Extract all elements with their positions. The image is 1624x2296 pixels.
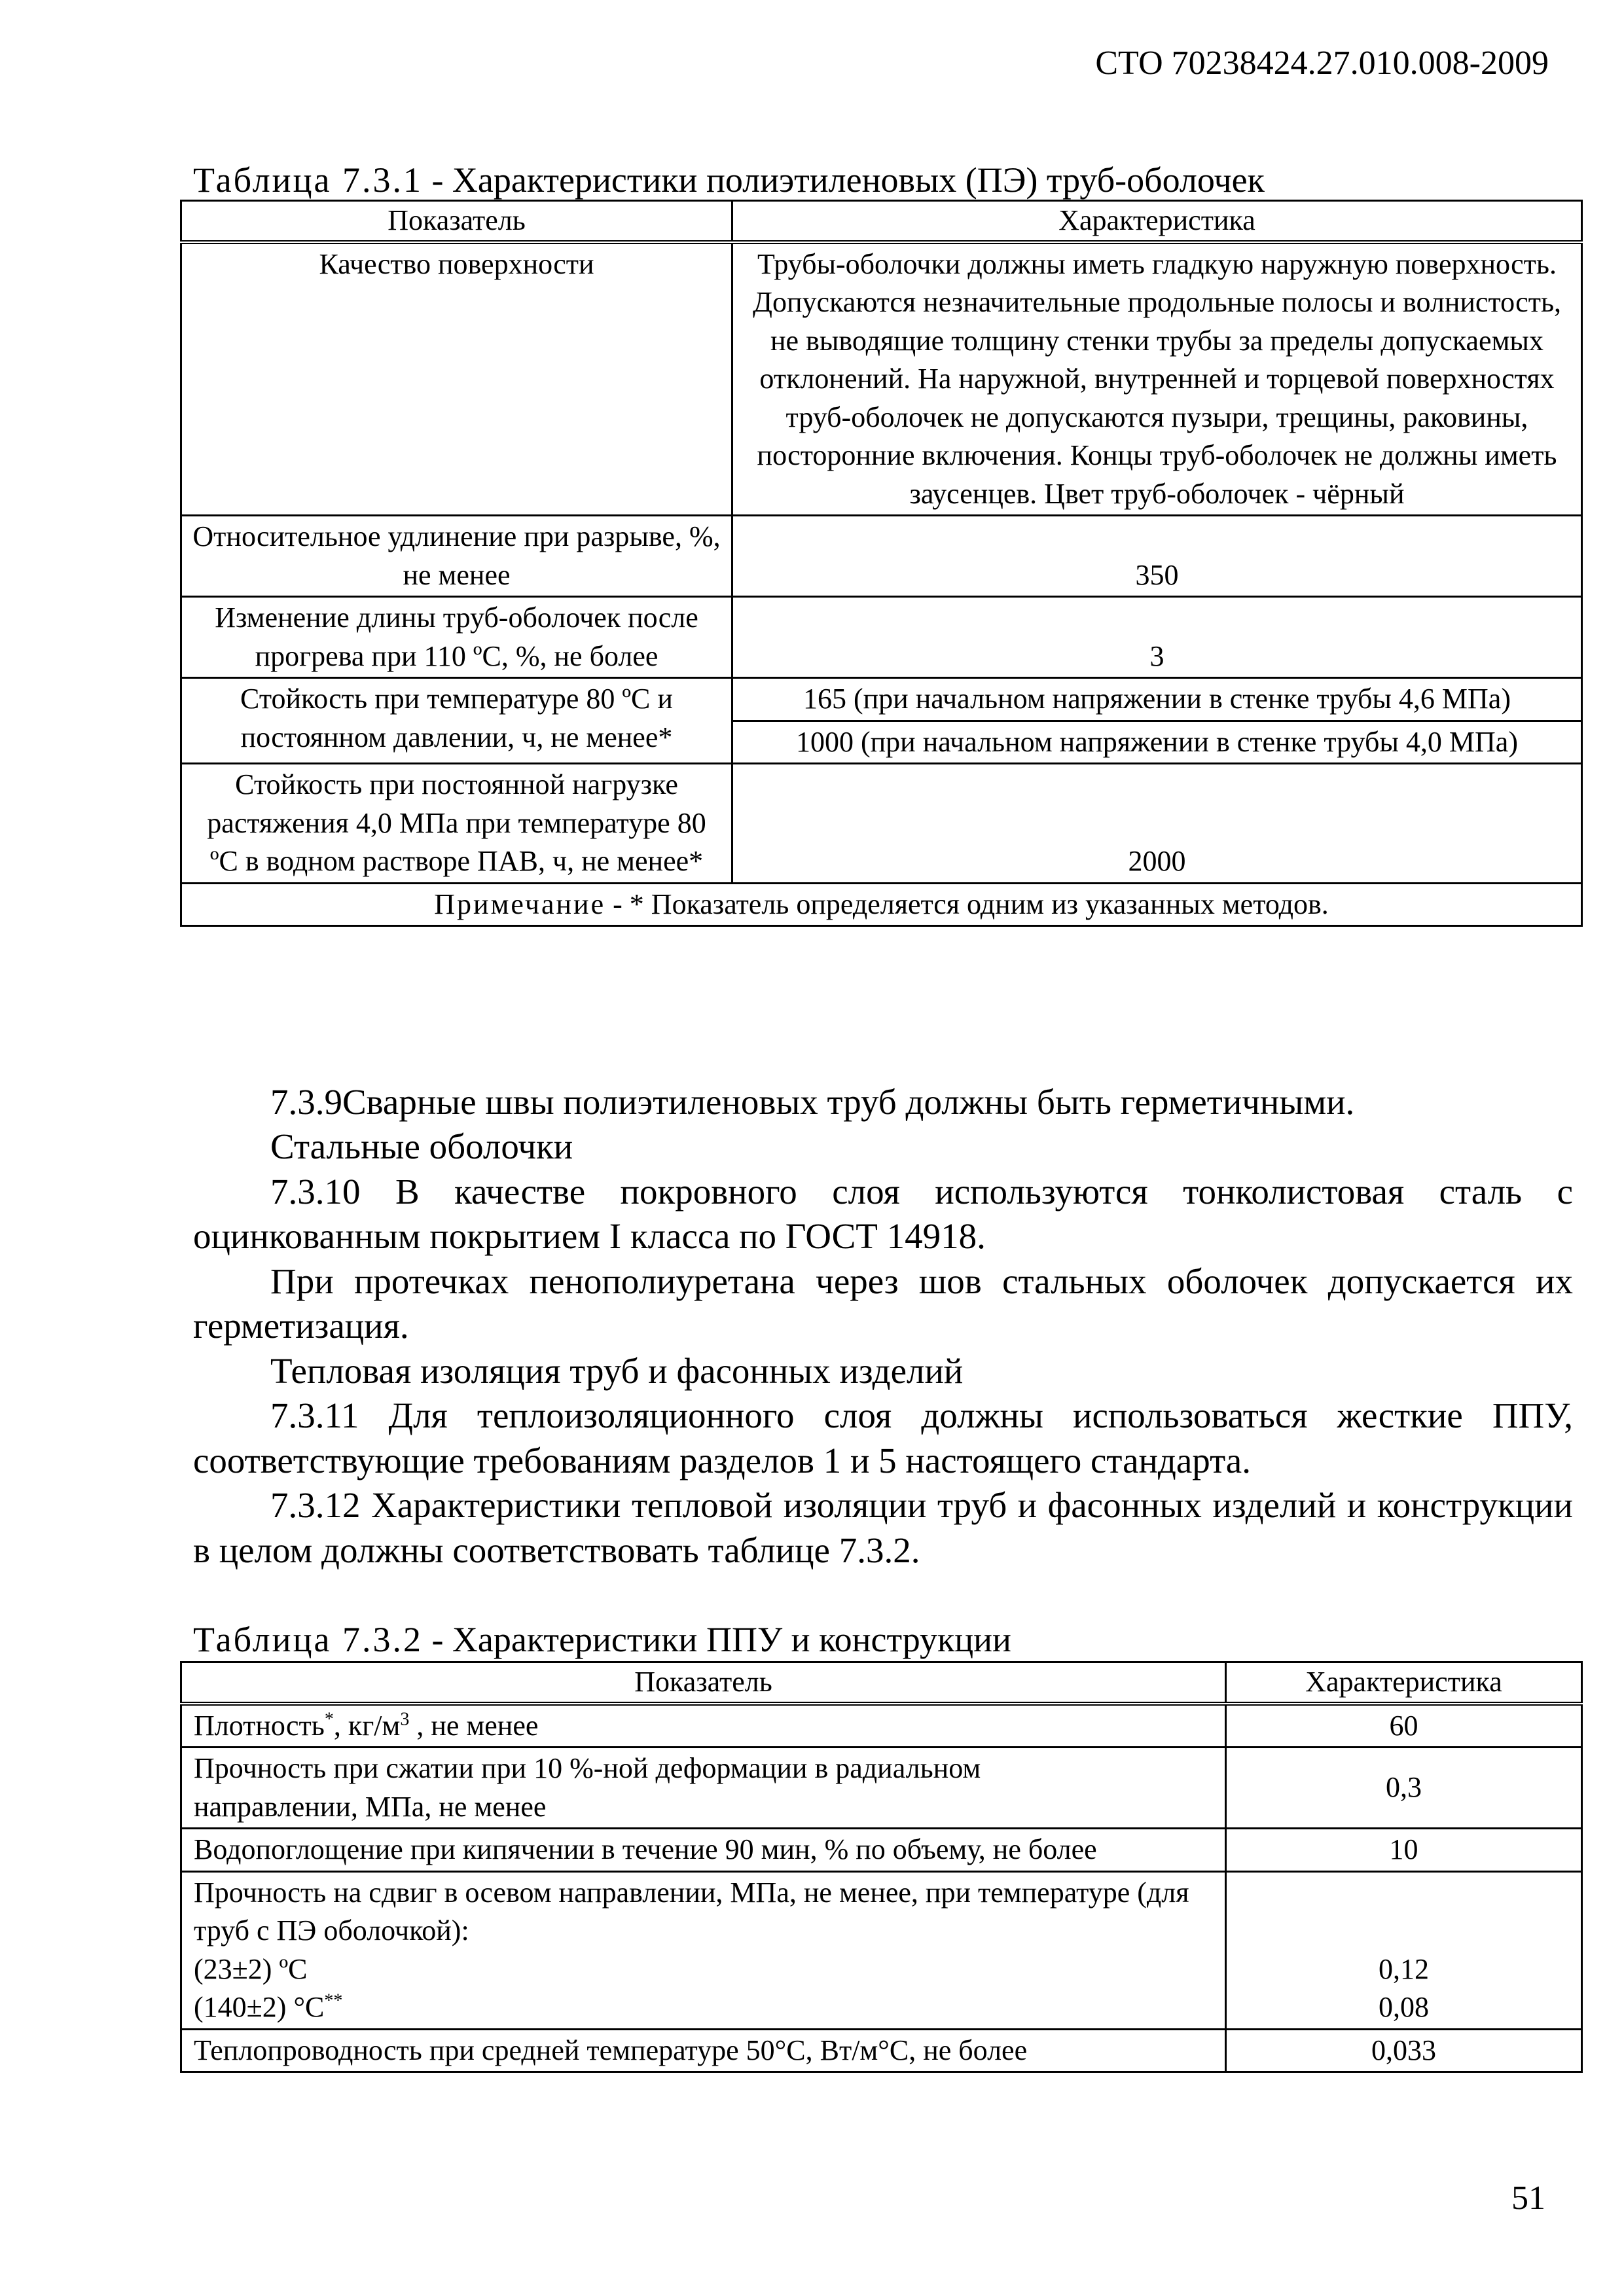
indicator-cell: Стойкость при постоянной нагрузке растяжения 4,0 МПа при температуре 80 ºС в водном растворе ПАВ, ч, не менее* xyxy=(181,764,732,884)
clause-7-3-12: 7.3.12 Характеристики тепловой изоляции труб и фасонных изделий и конструкции в целом должны соответствовать таблице 7.3.2. xyxy=(193,1485,1573,1570)
table2-caption-prefix: Таблица 7.3.2 xyxy=(193,1620,423,1659)
shear-value-140: 0,08 xyxy=(1379,1991,1429,2024)
note-text: - * Показатель определяется одним из указанных методов. xyxy=(605,888,1329,920)
column-header-indicator: Показатель xyxy=(181,1662,1226,1704)
clause-7-3-11: 7.3.11 Для теплоизоляционного слоя должны использоваться жесткие ППУ, соответствующие требованиям разделов 1 и 5 настоящего стандарта. xyxy=(193,1395,1573,1480)
indicator-cell: Прочность при сжатии при 10 %-ной деформации в радиальном направлении, МПа, не менее xyxy=(181,1748,1226,1829)
footnote-mark: * xyxy=(324,1708,334,1729)
table2-caption-title: - Характеристики ППУ и конструкции xyxy=(422,1620,1011,1659)
page-number: 51 xyxy=(1511,2179,1545,2217)
value-cell: 60 xyxy=(1226,1704,1582,1748)
table-note xyxy=(181,883,1582,926)
footnote-mark: ** xyxy=(324,1990,343,2011)
section-heading-thermal-insulation: Тепловая изоляция труб и фасонных изделий xyxy=(270,1350,964,1391)
shear-value-23: 0,12 xyxy=(1379,1952,1429,1985)
indicator-cell: Стойкость при температуре 80 ºС и постоянном давлении, ч, не менее* xyxy=(181,678,732,764)
shear-temp-140-text: (140±2) °С xyxy=(194,1991,325,2024)
pe-pipe-characteristics-table xyxy=(180,200,1583,927)
column-header-characteristic: Характеристика xyxy=(732,201,1582,242)
table-row xyxy=(181,242,1582,516)
body-text xyxy=(193,1080,1573,1573)
indicator-cell: Водопоглощение при кипячении в течение 90 мин, % по объему, не более xyxy=(181,1829,1226,1872)
indicator-cell xyxy=(181,1704,1226,1748)
value-cell: 165 (при начальном напряжении в стенке трубы 4,6 МПа) xyxy=(732,678,1582,721)
shear-temp-140 xyxy=(194,1988,1205,2027)
table-header-row xyxy=(181,1662,1582,1704)
density-qualifier: , не менее xyxy=(409,1709,539,1742)
column-header-characteristic: Характеристика xyxy=(1226,1662,1582,1704)
shear-temp-23: (23±2) ºС xyxy=(194,1952,308,1985)
table-row xyxy=(181,764,1582,884)
clause-7-3-9: 7.3.9Сварные швы полиэтиленовых труб должны быть герметичными. xyxy=(270,1082,1355,1122)
table-header-row xyxy=(181,201,1582,242)
density-label: Плотность xyxy=(194,1709,325,1742)
value-cell: 10 xyxy=(1226,1829,1582,1872)
table1-caption xyxy=(193,162,1265,198)
value-cell: 0,3 xyxy=(1226,1748,1582,1829)
density-unit: , кг/м xyxy=(333,1709,401,1742)
clause-7-3-10: 7.3.10 В качестве покровного слоя используются тонколистовая сталь с оцинкованным покрытием I класса по ГОСТ 14918. xyxy=(193,1171,1573,1257)
table2-caption xyxy=(193,1622,1011,1657)
unit-exponent: 3 xyxy=(400,1708,410,1729)
value-cell: 350 xyxy=(732,516,1582,597)
paragraph-leak-sealing: При протечках пенополиуретана через шов стальных оболочек допускается их герметизация. xyxy=(193,1261,1573,1346)
section-heading-steel-shells: Стальные оболочки xyxy=(270,1126,573,1167)
document-code-header: СТО 70238424.27.010.008-2009 xyxy=(1095,45,1549,82)
table-note-row xyxy=(181,883,1582,926)
table1-caption-title: - Характеристики полиэтиленовых (ПЭ) труб-оболочек xyxy=(422,160,1265,200)
shear-strength-label: Прочность на сдвиг в осевом направлении, МПа, не менее, при температуре (для труб с ПЭ оболочкой): xyxy=(194,1876,1189,1947)
table-row xyxy=(181,1704,1582,1748)
note-label: Примечание xyxy=(434,888,606,920)
value-cell: Трубы-оболочки должны иметь гладкую наружную поверхность. Допускаются незначительные продольные полосы и волнистость, не выводящие толщину стенки трубы за пределы допускаемых отклонений. На наружной, внутренней и торцевой поверхностях труб-оболочек не допускаются пузыри, трещины, раковины, посторонние включения. Концы труб-оболочек не должны иметь заусенцев. Цвет труб-оболочек - чёрный xyxy=(732,242,1582,516)
table-row xyxy=(181,2029,1582,2072)
indicator-cell: Изменение длины труб-оболочек после прогрева при 110 ºС, %, не более xyxy=(181,597,732,678)
table1-caption-prefix: Таблица 7.3.1 xyxy=(193,160,423,200)
value-cell: 2000 xyxy=(732,764,1582,884)
indicator-cell xyxy=(181,1871,1226,2029)
table-row xyxy=(181,1871,1582,2029)
indicator-cell: Теплопроводность при средней температуре 50°С, Вт/м°С, не более xyxy=(181,2029,1226,2072)
table-row xyxy=(181,597,1582,678)
table-row xyxy=(181,1829,1582,1872)
indicator-cell: Относительное удлинение при разрыве, %, не менее xyxy=(181,516,732,597)
table-row xyxy=(181,516,1582,597)
ppu-characteristics-table xyxy=(180,1661,1583,2073)
value-cell: 1000 (при начальном напряжении в стенке трубы 4,0 МПа) xyxy=(732,721,1582,764)
value-cell: 3 xyxy=(732,597,1582,678)
indicator-cell: Качество поверхности xyxy=(181,242,732,516)
table-row xyxy=(181,678,1582,721)
column-header-indicator: Показатель xyxy=(181,201,732,242)
value-cell xyxy=(1226,1871,1582,2029)
table-row xyxy=(181,1748,1582,1829)
value-cell: 0,033 xyxy=(1226,2029,1582,2072)
